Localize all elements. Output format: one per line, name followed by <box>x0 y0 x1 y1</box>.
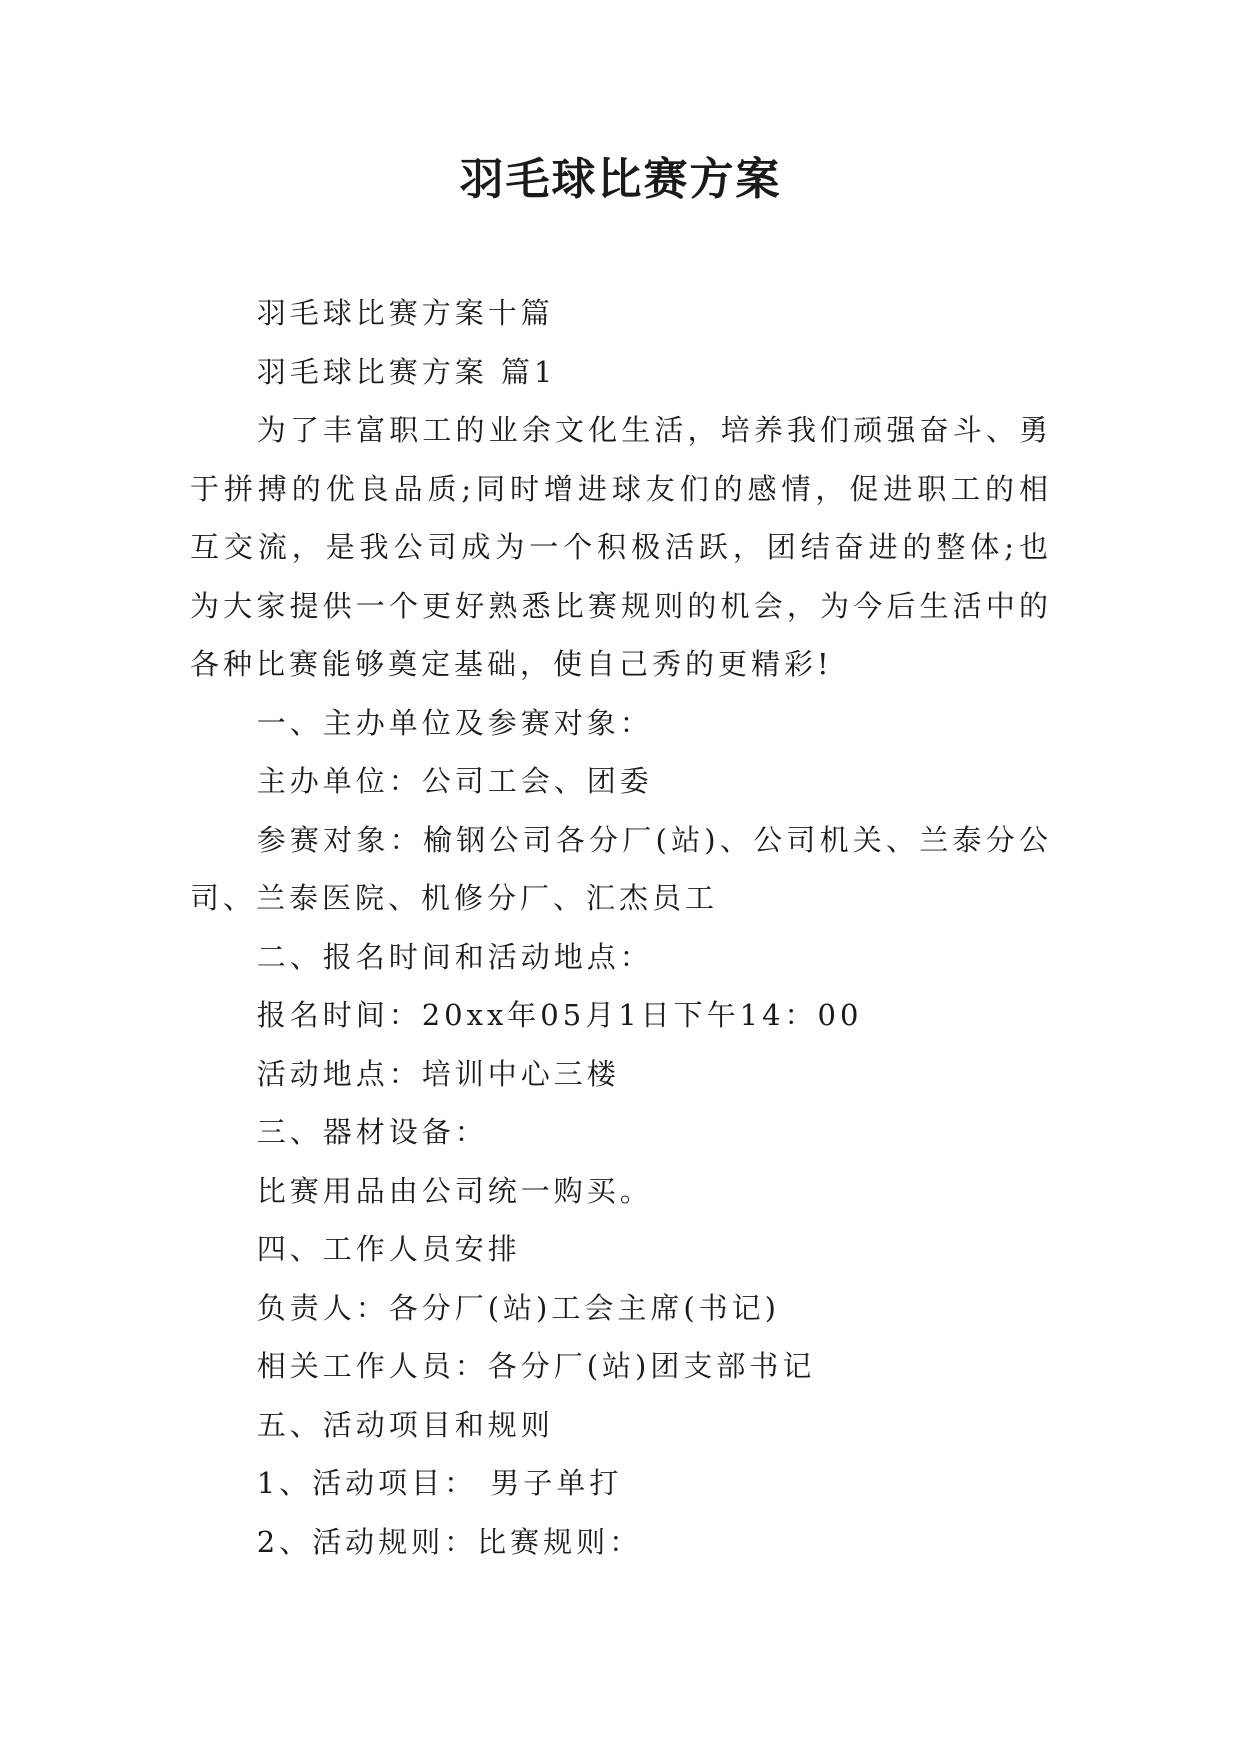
paragraph-rules: 2、活动规则：比赛规则： <box>256 1524 643 1559</box>
paragraph-event: 1、活动项目： 男子单打 <box>256 1466 623 1500</box>
paragraph-venue: 活动地点：培训中心三楼 <box>256 1056 620 1091</box>
paragraph-staff: 相关工作人员：各分厂(站)团支部书记 <box>256 1349 816 1383</box>
paragraph-subtitle: 羽毛球比赛方案十篇 <box>256 296 554 330</box>
paragraph-heading-organizer: 一、主办单位及参赛对象： <box>256 705 653 740</box>
paragraph-registration-time: 报名时间：20xx年05月1日下午14：00 <box>256 998 863 1032</box>
document-title: 羽毛球比赛方案 <box>459 154 782 205</box>
paragraph-intro: 为了丰富职工的业余文化生活，培养我们顽强奋斗、勇于拼搏的优良品质;同时增进球友们的感情，促进职工的相互交流，是我公司成为一个积极活跃，团结奋进的整体;也为大家提供一个更好熟悉比赛规则的机会，为今后生活中的各种比赛能够奠定基础，使自己秀的更精彩! <box>190 413 1052 681</box>
paragraph-section-heading: 羽毛球比赛方案 篇1 <box>256 354 557 389</box>
paragraph-heading-registration: 二、报名时间和活动地点： <box>256 939 653 974</box>
document-body <box>190 284 1052 1571</box>
paragraph-person-in-charge: 负责人：各分厂(站)工会主席(书记) <box>256 1290 780 1325</box>
paragraph-equipment: 比赛用品由公司统一购买。 <box>256 1173 653 1208</box>
paragraph-heading-rules: 五、活动项目和规则 <box>256 1407 554 1442</box>
paragraph-heading-staff: 四、工作人员安排 <box>256 1232 521 1266</box>
paragraph-participants: 参赛对象：榆钢公司各分厂(站)、公司机关、兰泰分公司、兰泰医院、机修分厂、汇杰员工 <box>190 822 1052 915</box>
paragraph-organizer: 主办单位：公司工会、团委 <box>256 764 653 798</box>
paragraph-heading-equipment: 三、器材设备： <box>256 1115 488 1149</box>
